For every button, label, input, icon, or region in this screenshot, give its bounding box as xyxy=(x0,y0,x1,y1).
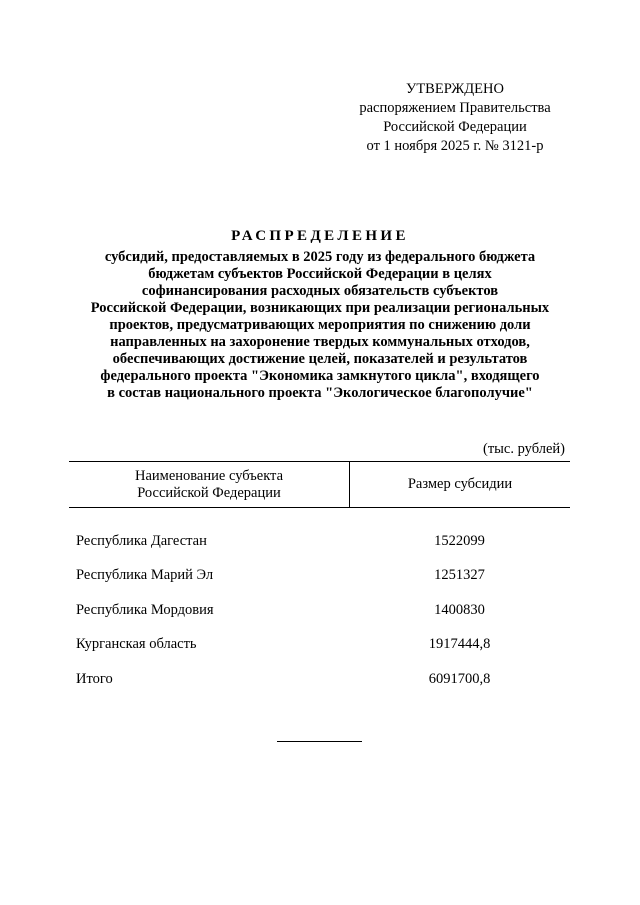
table-row xyxy=(69,593,570,628)
table-row xyxy=(69,628,570,663)
table-row-total xyxy=(69,662,570,697)
subtitle-line: софинансирования расходных обязательств субъектов xyxy=(141,283,499,299)
subsidy-value: 1917444,8 xyxy=(428,636,491,653)
region-name: Курганская область xyxy=(76,636,197,653)
approval-date: от 1 ноября 2025 г. № 3121-р xyxy=(366,138,544,154)
table-row xyxy=(69,559,570,594)
total-value: 6091700,8 xyxy=(428,670,491,687)
subtitle-line: субсидий, предоставляемых в 2025 году из федерального бюджета xyxy=(104,249,536,265)
subsidy-value: 1400830 xyxy=(434,601,485,618)
subtitle-line: Российской Федерации, возникающих при реализации региональных xyxy=(90,300,550,316)
document-title: РАСПРЕДЕЛЕНИЕ xyxy=(231,228,409,244)
subtitle-line: направленных на захоронение твердых коммунальных отходов, xyxy=(110,334,530,350)
subtitle-line: проектов, предусматривающих мероприятия по снижению доли xyxy=(109,317,531,333)
header-region-line: Российской Федерации xyxy=(137,484,281,501)
table-body xyxy=(69,524,570,697)
table-header xyxy=(69,461,570,508)
region-name: Республика Дагестан xyxy=(76,532,207,549)
table-row xyxy=(69,524,570,559)
subtitle-line: в состав национального проекта "Экологическое благополучие" xyxy=(107,385,533,401)
approval-line: Российской Федерации xyxy=(383,119,527,135)
header-region-name xyxy=(69,462,350,507)
region-name: Республика Мордовия xyxy=(76,601,214,618)
subtitle-line: федерального проекта "Экономика замкнутого цикла", входящего xyxy=(100,368,540,384)
units-label: (тыс. рублей) xyxy=(483,441,565,457)
document-subtitle xyxy=(60,249,580,402)
header-region-line: Наименование субъекта xyxy=(134,467,284,484)
approval-block xyxy=(340,80,570,156)
subtitle-line: обеспечивающих достижение целей, показателей и результатов xyxy=(112,351,528,367)
approval-line: распоряжением Правительства xyxy=(359,100,551,116)
end-divider xyxy=(277,741,362,742)
approval-heading: УТВЕРЖДЕНО xyxy=(406,81,504,97)
header-subsidy-size: Размер субсидии xyxy=(407,476,513,492)
total-label: Итого xyxy=(76,670,113,687)
region-name: Республика Марий Эл xyxy=(76,567,214,584)
subsidy-value: 1251327 xyxy=(434,567,485,584)
subsidy-table xyxy=(69,461,570,697)
subsidy-value: 1522099 xyxy=(434,532,485,549)
subtitle-line: бюджетам субъектов Российской Федерации в целях xyxy=(148,266,492,282)
